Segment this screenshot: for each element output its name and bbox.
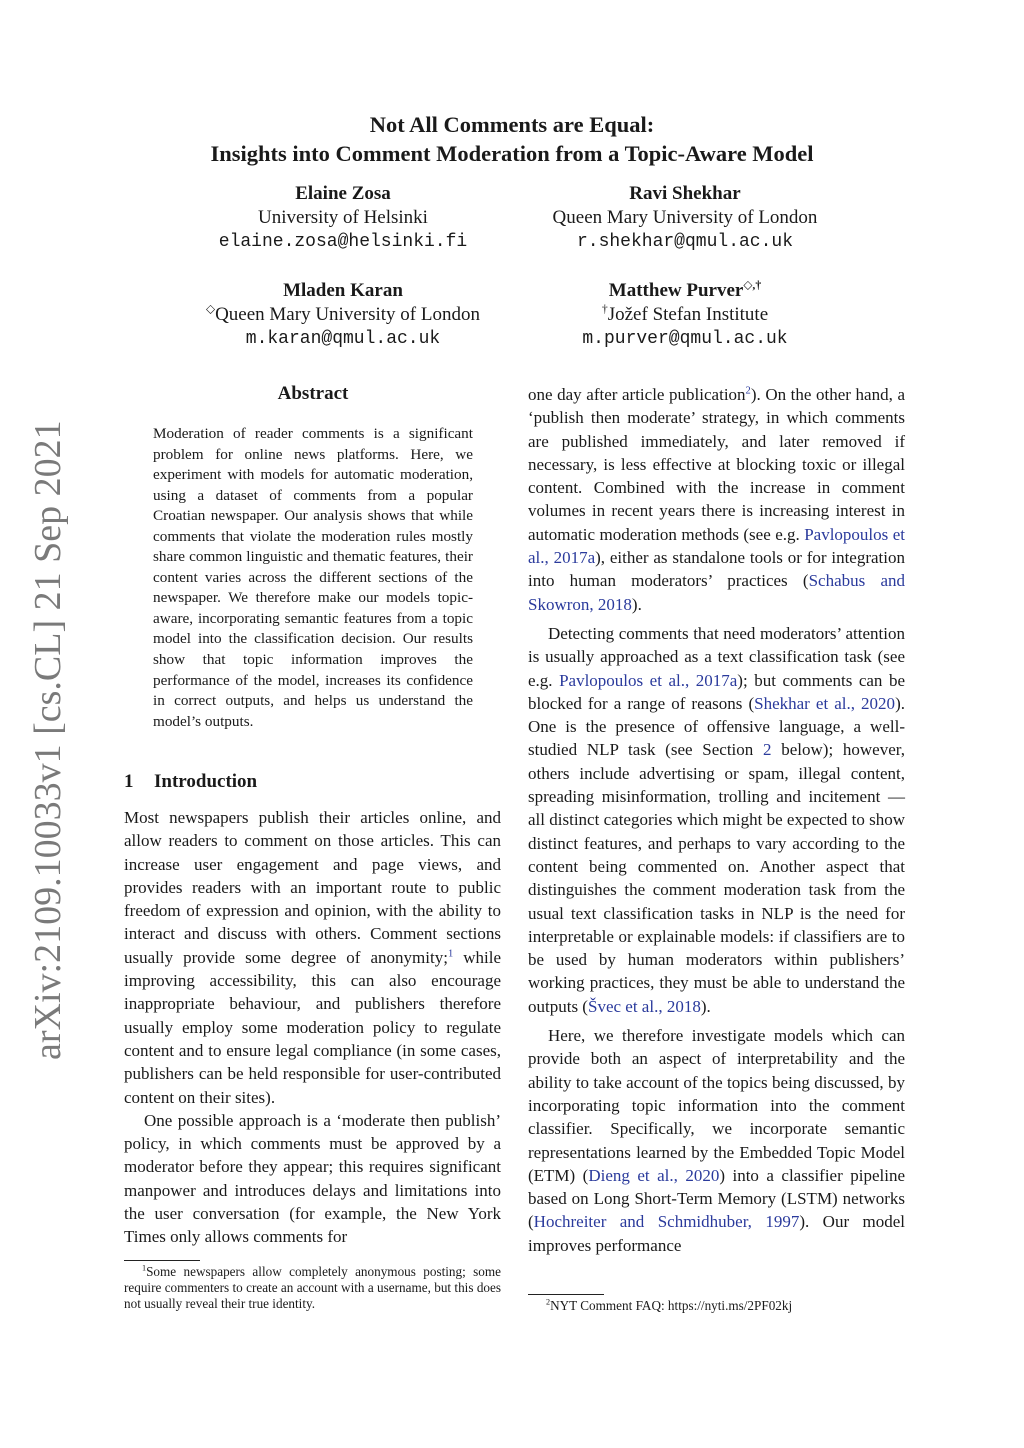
section-title: Introduction [154, 771, 258, 792]
author-email[interactable]: r.shekhar@qmul.ac.uk [576, 232, 794, 252]
author-affiliation: Queen Mary University of London [215, 304, 480, 325]
intro-paragraph-1: Most newspapers publish their articles online, and allow readers to comment on those articles. This can increase user engagement and page views, and provides readers with an important route to public freedom of expression and opinion, with the ability to interact and discuss with others. Comment sections usually provide some degree of anonymity;$^1$ while improving accessibility, this can also encourage inappropriate behaviour, and publishers therefore usually employ some moderation policy to regulate content and to ensure legal compliance (in some cases, publishers can be held responsible for user-contributed content on their sites). [124, 808, 501, 1107]
footnote-mark: 1 [142, 1263, 147, 1273]
author-block-karan [153, 279, 533, 351]
footnote-rule-right [528, 1294, 604, 1295]
author-name-mark: ◇,† [743, 278, 762, 292]
arxiv-identifier: arXiv:2109.10033v1 [cs.CL] 21 Sep 2021 [27, 420, 69, 1060]
footnote-2: $^2$NYT Comment FAQ: https://nyti.ms/2PF02kj [546, 1297, 793, 1313]
citation-link[interactable]: Pavlopoulos et al., 2017a [528, 524, 905, 568]
title-line-1: Not All Comments are Equal: [369, 112, 655, 137]
footnote-rule-left [124, 1260, 200, 1261]
affiliation-mark: † [601, 302, 608, 316]
abstract-text: Moderation of reader comments is a significant problem for online news platforms. Here, we experiment with models for automatic moderation, using a dataset of comments from a popular Croatian newspaper. Our analysis shows that while comments that violate the moderation rules mostly share common linguistic and thematic features, their content varies across the different sections of the newspaper. We therefore make our models topic-aware, incorporating semantic features from a topic model into the classification decision. Our results show that topic information improves the performance of the model, increases its confidence in correct outputs, and helps us understand the model’s outputs. [153, 425, 473, 730]
citation-link[interactable]: Švec et al., 2018 [587, 996, 701, 1016]
citation-link[interactable]: Hochreiter and Schmidhuber, 1997 [533, 1212, 800, 1232]
section-reference-link[interactable]: 2 [763, 740, 772, 760]
right-paragraph-3: Here, we therefore investigate models which can provide both an aspect of interpretability and the ability to take account of the topics being discussed, by incorporating topic information into the comment classifier. Specifically, we incorporate semantic representations learned by the Embedded Topic Model (ETM) (Dieng et al., 2020) into a classifier pipeline based on Long Short-Term Memory (LSTM) networks (Hochreiter and Schmidhuber, 1997). Our model improves performance [528, 1026, 905, 1255]
section-heading-introduction [124, 771, 257, 793]
intro-paragraph-2: One possible approach is a ‘moderate then publish’ policy, in which comments must be approved by a moderator before they appear; this requires significant manpower and introduces delays and limitations into the user conversation (for example, the New York Times only allows comments for [124, 1110, 501, 1247]
footnote-1: $^1$Some newspapers allow completely anonymous posting; some require commenters to create an account with a username, but this does not usually reveal their true identity. [124, 1263, 501, 1311]
section-number: 1 [124, 771, 134, 792]
author-email[interactable]: m.purver@qmul.ac.uk [582, 329, 788, 349]
author-name: Mladen Karan [283, 280, 403, 301]
right-column-body [528, 383, 905, 1257]
footnote-mark: 2 [546, 1297, 551, 1307]
author-name: Elaine Zosa [295, 183, 391, 204]
author-email[interactable]: m.karan@qmul.ac.uk [245, 329, 441, 349]
citation-link[interactable]: Shekhar et al., 2020 [754, 693, 896, 713]
affiliation-mark: ◇ [206, 302, 216, 316]
author-affiliation: Queen Mary University of London [552, 207, 818, 228]
footnote-ref-2[interactable]: 2 [745, 385, 751, 397]
footnote-ref-1[interactable]: 1 [447, 948, 454, 960]
right-paragraph-1: one day after article publication$^2$). On the other hand, a ‘publish then moderate’ strategy, in which comments are published immediately, and later removed if necessary, is less effective at blocking toxic or illegal content. Combined with the increase in comment volumes in recent years there is increasing interest in automatic moderation methods (see e.g. Pavlopoulos et al., 2017a), either as standalone tools or for integration into human moderators’ practices (Schabus and Skowron, 2018). [528, 385, 905, 614]
paper-title [100, 110, 924, 168]
author-name: Matthew Purver [608, 280, 744, 301]
abstract-heading: Abstract [277, 383, 349, 404]
title-line-2: Insights into Comment Moderation from a Topic-Aware Model [210, 141, 814, 166]
author-name: Ravi Shekhar [629, 183, 741, 204]
author-block-zosa [153, 182, 533, 254]
right-paragraph-2: Detecting comments that need moderators’ attention is usually approached as a text classification task (see e.g. Pavlopoulos et al., 2017a); but comments can be blocked for a range of reasons (Shekhar et al., 2020). One is the presence of offensive language, a well-studied NLP task (see Section 2 below); however, others include advertising or spam, illegal content, spreading misinformation, trolling and incitement — all distinct categories which might be expected to show distinct features, and perhaps to vary according to the content being commented on. Another aspect that distinguishes the comment moderation task from the usual text classification tasks in NLP is the need for interpretable or explainable models: if classifiers are to be used by human moderators within publishers’ working practices, they must be able to understand the outputs (Švec et al., 2018). [528, 623, 906, 1016]
citation-link[interactable]: Pavlopoulos et al., 2017a [559, 670, 738, 690]
author-block-purver [495, 279, 875, 351]
author-block-shekhar [495, 182, 875, 254]
author-affiliation: Jožef Stefan Institute [607, 304, 769, 325]
author-email[interactable]: elaine.zosa@helsinki.fi [218, 232, 468, 252]
author-affiliation: University of Helsinki [258, 207, 428, 228]
citation-link[interactable]: Dieng et al., 2020 [588, 1165, 720, 1185]
left-column-body [124, 806, 501, 1249]
citation-link[interactable]: Schabus and Skowron, 2018 [528, 571, 905, 614]
